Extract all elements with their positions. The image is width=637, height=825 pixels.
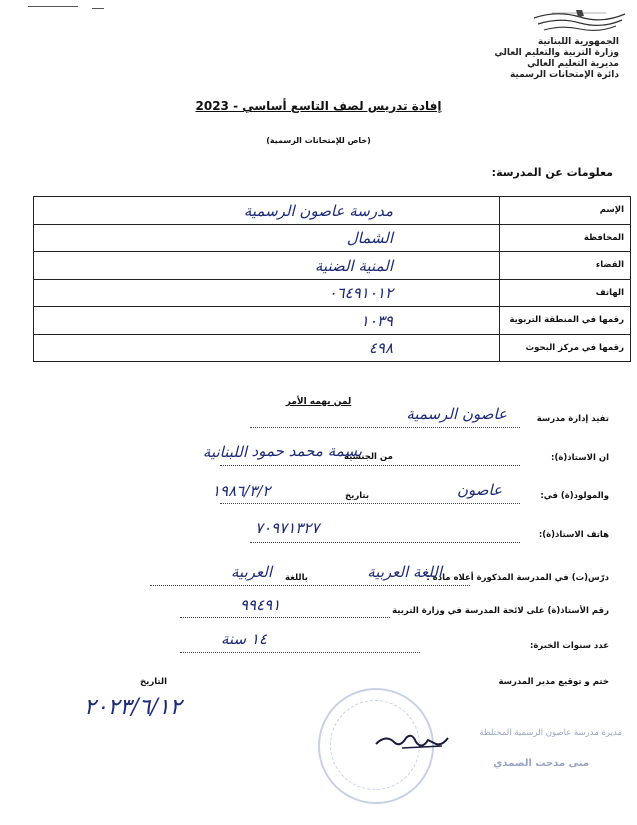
signature-label: ختم و توقيع مدير المدرسة [498, 677, 609, 687]
born-value: عاصون [456, 481, 502, 499]
ministry-number-value: ٩٩٤٩١ [240, 596, 281, 614]
school-admin-value: عاصون الرسمية [406, 405, 507, 423]
header-ministry: وزارة التربية والتعليم العالي [494, 48, 619, 58]
ministry-number-line [180, 617, 390, 618]
school-admin-line [250, 427, 520, 428]
date-label: بتاريخ [345, 491, 370, 501]
subject-label: درّس(ت) في المدرسة المذكورة أعلاه مادة : [426, 573, 609, 583]
header-republic: الجمهورية اللبنانية [537, 37, 619, 47]
director-signature [372, 728, 452, 758]
district-value: المنية الضنية [34, 252, 500, 280]
birth-date-value: ١٩٨٦/٣/٢ [212, 482, 271, 500]
teacher-phone-label: هاتف الاستاذ(ة): [538, 530, 609, 540]
ministry-number-label: رقم الأستاذ(ة) على لائحة المدرسة في وزارة التربية [392, 606, 609, 616]
teacher-phone-value: ٧٠٩٧١٣٢٧ [255, 519, 320, 537]
document-subtitle: (خاص للإمتحانات الرسمية) [266, 136, 371, 145]
teacher-phone-line [250, 542, 520, 543]
scan-mark [92, 8, 104, 9]
language-label: باللغة [285, 573, 308, 583]
research-center-number-label: رقمها في مركز البحوث [500, 334, 631, 362]
teacher-value: بسمة محمد حمود [251, 442, 362, 460]
born-label: والمولود(ة) في: [540, 491, 609, 501]
header-department: دائرة الإمتحانات الرسمية [509, 70, 619, 80]
scan-mark [28, 6, 78, 7]
district-label: القضاء [500, 252, 631, 280]
experience-value: ١٤ سنة [220, 630, 267, 648]
experience-label: عدد سنوات الخبرة: [529, 641, 609, 651]
nationality-value: اللبنانية [202, 443, 247, 461]
teacher-line [220, 465, 520, 466]
table-row [34, 334, 631, 362]
school-admin-label: تفيد إدارة مدرسة [536, 414, 609, 424]
region-number-label: رقمها في المنطقة التربوية [500, 307, 631, 335]
section-title: معلومات عن المدرسة: [491, 166, 613, 179]
ministry-logo [532, 8, 627, 36]
language-value: العربية [231, 563, 272, 581]
born-line [220, 503, 520, 504]
school-name-value: مدرسة عاصون الرسمية [34, 197, 500, 225]
table-row [34, 197, 631, 225]
phone-label: الهاتف [500, 279, 631, 307]
region-number-value: ١٠٣٩ [34, 307, 500, 335]
document-title: إفادة تدريس لصف التاسع أساسي - 2023 [195, 99, 442, 113]
table-row [34, 224, 631, 252]
governorate-label: المحافظة [500, 224, 631, 252]
header-directorate: مديرية التعليم العالي [527, 59, 619, 69]
school-name-label: الإسم [500, 197, 631, 225]
phone-value: ٠٦٤٩١٠١٢ [34, 279, 500, 307]
table-row [34, 307, 631, 335]
stamp-text: مديرة مدرسة عاصون الرسمية المختلطة [479, 728, 622, 738]
experience-line [180, 652, 420, 653]
table-row [34, 279, 631, 307]
footer-date-label: التاريخ [140, 677, 167, 687]
governorate-value: الشمال [34, 224, 500, 252]
research-center-number-value: ٤٩٨ [34, 334, 500, 362]
nationality-label: من الجنسية [344, 452, 393, 462]
subject-line [150, 585, 470, 586]
teacher-label: ان الاستاذ(ة): [551, 453, 609, 463]
footer-date-value: ٢٠٢٣/٦/١٢ [84, 695, 182, 720]
school-info-table [33, 196, 631, 362]
concern-title: لمن يهمه الأمر [285, 397, 352, 407]
table-row [34, 252, 631, 280]
subject-value: اللغة العربية [367, 563, 442, 581]
stamp-name: منى مدحت الصمدي [493, 758, 589, 769]
